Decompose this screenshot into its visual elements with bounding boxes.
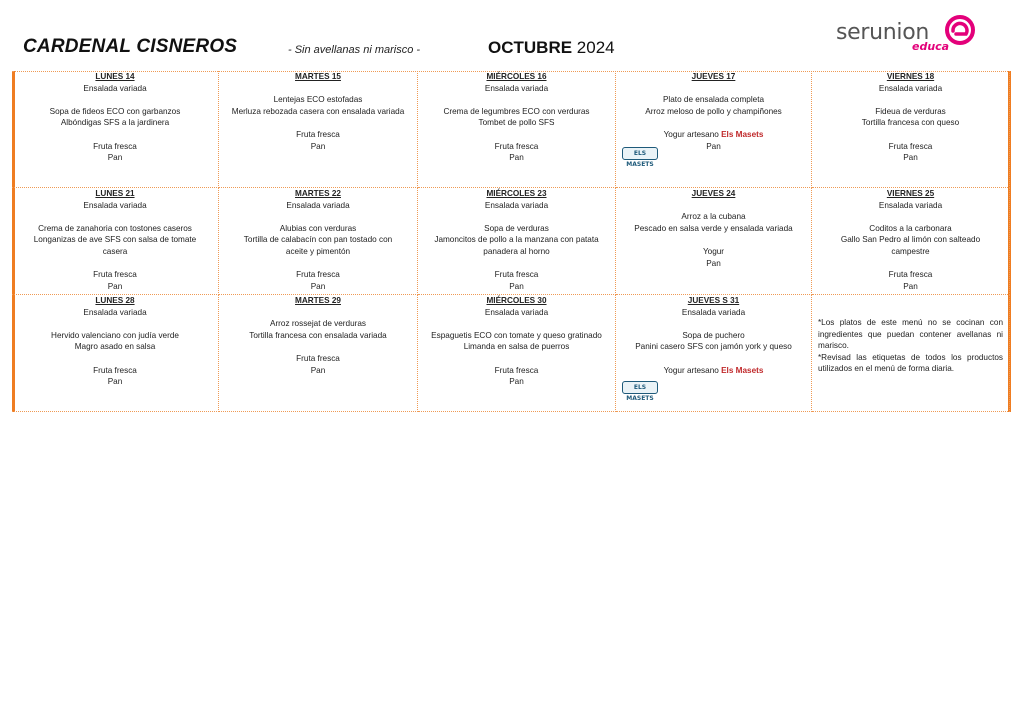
dish-line: Fruta fresca — [296, 129, 340, 139]
menu-grid — [12, 71, 1010, 411]
dish-line — [812, 129, 1009, 141]
dish-line: Pan — [706, 258, 721, 268]
dish-line: Sopa de puchero — [682, 330, 745, 340]
dish-line: Ensalada variada — [878, 200, 943, 210]
dish-line: casera — [102, 246, 128, 256]
dish-line: Pan — [107, 377, 123, 387]
dish-line: Ensalada variada — [681, 307, 746, 317]
day-heading: MARTES 15 — [295, 72, 341, 81]
dish-line — [418, 129, 615, 141]
dish-line: Crema de zanahoria con tostones caseros — [38, 223, 192, 233]
serunion-logo — [836, 14, 976, 54]
dish-line — [812, 94, 1009, 106]
dish-line: Pan — [509, 281, 524, 291]
dish-line — [418, 318, 615, 330]
menu-year: 2024 — [576, 38, 615, 57]
els-masets-logo: ELS MASETS — [622, 147, 658, 160]
dish-line — [616, 200, 811, 212]
month-name: OCTUBRE — [488, 38, 573, 57]
dish-line: Tortilla de calabacín con pan tostado con — [243, 235, 393, 245]
dish-line — [12, 258, 218, 270]
dish-line: Pan — [509, 377, 524, 387]
dish-line: Fruta fresca — [494, 365, 539, 375]
dish-line: Gallo San Pedro al limón con salteado — [840, 235, 981, 245]
day-heading: MIÉRCOLES 16 — [486, 72, 547, 81]
dish-line: Fruta fresca — [296, 270, 340, 280]
dish-line — [616, 117, 811, 129]
dish-line: Jamoncitos de pollo a la manzana con patata — [434, 235, 599, 245]
dish-line — [418, 353, 615, 365]
dish-line: Ensalada variada — [484, 83, 549, 93]
dish-line — [219, 211, 417, 223]
dish-line — [616, 83, 811, 95]
dish-line: aceite y pimentón — [285, 246, 351, 256]
dish-line: Pan — [903, 281, 918, 291]
els-masets-logo: ELS MASETS — [622, 381, 658, 394]
dish-line: Tortilla francesa con queso — [861, 118, 960, 128]
dish-line — [12, 129, 218, 141]
dish-line: Fruta fresca — [494, 141, 539, 151]
dish-line: Plato de ensalada completa — [662, 95, 765, 105]
dish-line: Albóndigas SFS a la jardinera — [60, 118, 170, 128]
dish-line: Ensalada variada — [83, 307, 147, 317]
school-name: CARDENAL CISNEROS — [23, 36, 238, 57]
menu-day-cell — [616, 71, 812, 188]
dish-line: Espaguetis ECO con tomate y queso gratinado — [431, 330, 602, 340]
dish-line: Lentejas ECO estofadas — [273, 95, 363, 105]
dish-line: Pan — [310, 365, 326, 375]
dish-line: Fruta fresca — [296, 353, 340, 363]
dish-line: Pan — [706, 141, 721, 151]
dish-line: Fruta fresca — [93, 141, 137, 151]
menu-day-cell — [418, 295, 616, 412]
dish-line: Hervido valenciano con judía verde — [51, 330, 179, 340]
note-spacer — [818, 295, 1003, 317]
menu-day-cell — [219, 188, 418, 295]
dish-line — [219, 83, 417, 95]
dish-line: Ensalada variada — [484, 307, 549, 317]
dish-line: Pan — [107, 153, 123, 163]
dish-line: Arroz meloso de pollo y champiñones — [645, 106, 782, 116]
menu-day-cell — [616, 188, 812, 295]
menu-day-cell — [12, 188, 219, 295]
dish-line — [812, 258, 1009, 270]
dish-line — [12, 318, 218, 330]
dish-line: Alubias con verduras — [279, 223, 357, 233]
logo-subname: educa — [912, 40, 950, 53]
day-heading: MARTES 22 — [295, 189, 341, 198]
dish-line — [12, 353, 218, 365]
dish-line: Yogur artesano Els Masets — [663, 129, 764, 139]
dish-line: Ensalada variada — [286, 200, 350, 210]
dish-line: Pan — [903, 153, 918, 163]
dish-line: Ensalada variada — [484, 200, 549, 210]
dish-line: Yogur artesano Els Masets — [663, 365, 764, 375]
menu-day-cell — [12, 295, 219, 412]
dish-line: Pan — [509, 153, 524, 163]
dish-line: Fruta fresca — [888, 141, 933, 151]
menu-day-cell — [616, 295, 812, 412]
dish-line — [812, 211, 1009, 223]
day-heading: JUEVES 24 — [691, 189, 736, 198]
menu-day-cell — [12, 71, 219, 188]
day-heading: LUNES 21 — [95, 189, 135, 198]
dish-line: Sopa de verduras — [484, 223, 549, 233]
dish-line: Panini casero SFS con jamón york y queso — [635, 342, 792, 352]
dish-line — [12, 211, 218, 223]
menu-day-cell — [812, 71, 1010, 188]
menu-day-cell — [812, 188, 1010, 295]
dish-line: Arroz a la cubana — [681, 212, 746, 222]
day-heading: LUNES 14 — [95, 72, 135, 81]
dish-line: Yogur — [702, 246, 725, 256]
dish-line: Arroz rossejat de verduras — [269, 319, 366, 329]
logo-swirl-icon — [944, 14, 976, 46]
dish-line: Ensalada variada — [83, 83, 147, 93]
dish-line — [418, 211, 615, 223]
day-heading: VIERNES 18 — [886, 72, 935, 81]
dish-line — [219, 341, 417, 353]
day-heading: JUEVES 17 — [691, 72, 736, 81]
menu-subtitle: - Sin avellanas ni marisco - — [288, 44, 421, 56]
dish-line: Ensalada variada — [878, 83, 943, 93]
dish-line: Fruta fresca — [494, 270, 539, 280]
note-line: *Los platos de este menú no se cocinan con ingredientes que puedan contener avellanas ni marisco. — [818, 318, 1003, 351]
dish-line: campestre — [891, 246, 930, 256]
dish-line: Tombet de pollo SFS — [478, 118, 555, 128]
dish-line: Sopa de fideos ECO con garbanzos — [49, 106, 181, 116]
dish-line: Fruta fresca — [93, 365, 137, 375]
day-heading: VIERNES 25 — [886, 189, 935, 198]
dish-line: Fruta fresca — [888, 270, 933, 280]
day-heading: LUNES 28 — [95, 296, 135, 305]
menu-day-cell — [418, 188, 616, 295]
dish-line: Pescado en salsa verde y ensalada variada — [634, 223, 793, 233]
day-heading: MIÉRCOLES 23 — [486, 189, 547, 198]
dish-line: Fruta fresca — [93, 270, 137, 280]
dish-line: Pan — [107, 281, 123, 291]
menu-day-cell — [418, 71, 616, 188]
dish-line: Tortilla francesa con ensalada variada — [249, 330, 387, 340]
dish-line — [219, 258, 417, 270]
dish-line — [418, 258, 615, 270]
day-heading: MIÉRCOLES 30 — [486, 296, 547, 305]
brand-name: Els Masets — [721, 365, 764, 375]
note-line: *Revisad las etiquetas de todos los productos utilizados en el menú de forma diaria. — [818, 352, 1003, 374]
dish-line: Pan — [310, 281, 326, 291]
logo-name: serunion — [836, 20, 930, 45]
dish-line: Merluza rebozada casera con ensalada variada — [231, 106, 405, 116]
dish-line — [219, 307, 417, 319]
menu-day-cell — [219, 295, 418, 412]
dish-line — [219, 117, 417, 129]
dish-line: Magro asado en salsa — [74, 342, 156, 352]
brand-name: Els Masets — [721, 129, 764, 139]
dish-line: Pan — [310, 141, 326, 151]
dish-line — [616, 318, 811, 330]
dish-line: Ensalada variada — [83, 200, 147, 210]
menu-day-cell — [219, 71, 418, 188]
dish-line — [418, 94, 615, 106]
dish-line: Coditos a la carbonara — [869, 223, 952, 233]
dish-line: Limanda en salsa de puerros — [463, 342, 570, 352]
dish-line: Longanizas de ave SFS con salsa de tomate — [33, 235, 197, 245]
dish-line: Crema de legumbres ECO con verduras — [443, 106, 590, 116]
dish-line — [12, 94, 218, 106]
dish-line: panadera al horno — [483, 246, 550, 256]
menu-month — [488, 38, 615, 58]
day-heading: MARTES 29 — [295, 296, 341, 305]
menu-notes — [812, 295, 1010, 412]
day-heading: JUEVES S 31 — [687, 296, 740, 305]
dish-line — [616, 234, 811, 246]
dish-line — [616, 353, 811, 365]
dish-line: Fideua de verduras — [875, 106, 946, 116]
